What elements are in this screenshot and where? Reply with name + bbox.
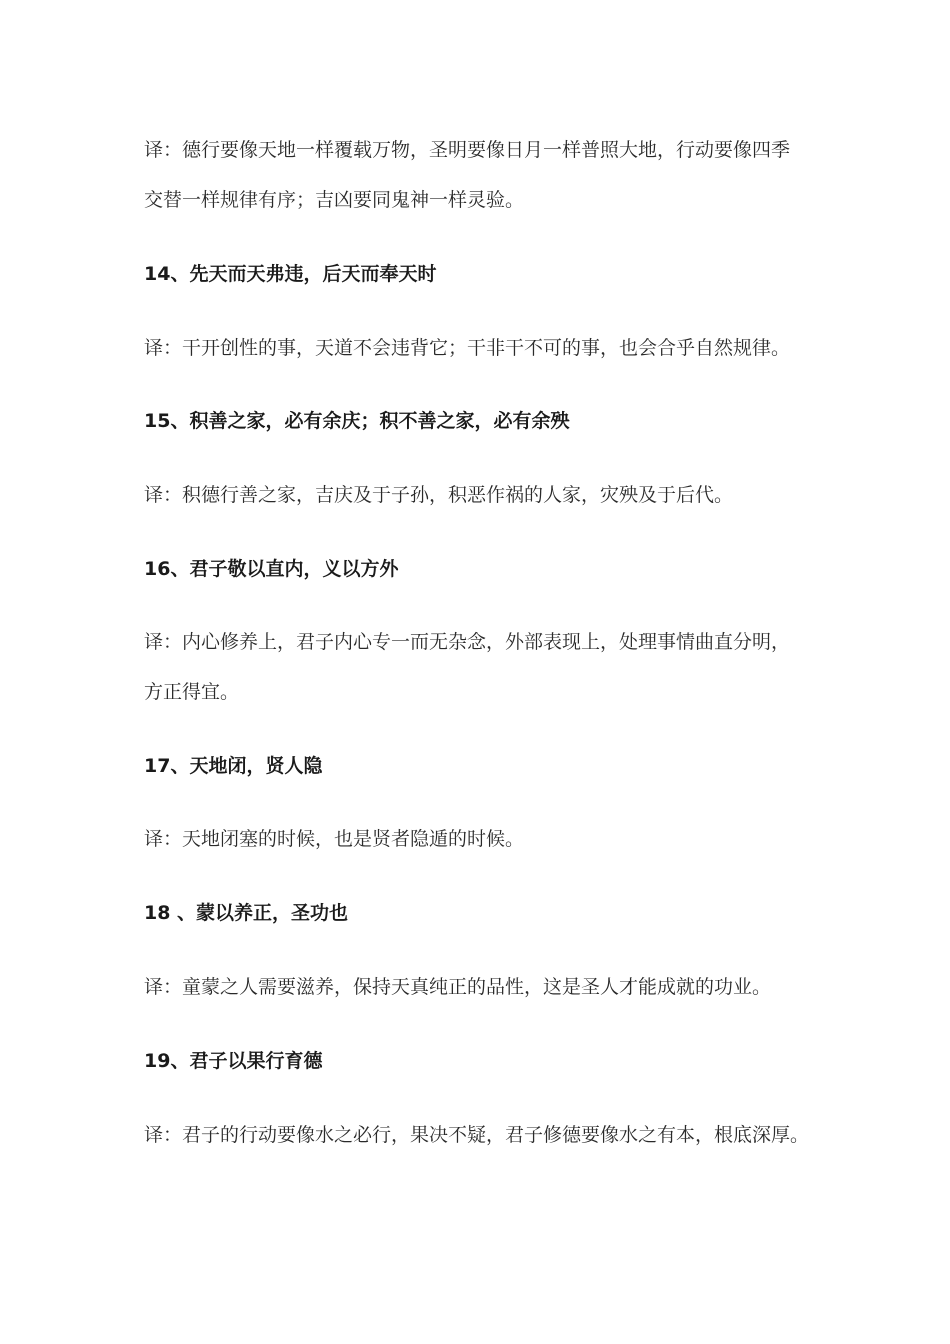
translation-16-line-1: 译：内心修养上，君子内心专一而无杂念，外部表现上，处理事情曲直分明， (144, 631, 791, 653)
heading-19: 19、君子以果行育德 (144, 1050, 323, 1072)
heading-16: 16、君子敬以直内，义以方外 (144, 558, 399, 580)
translation-13-line-2: 交替一样规律有序；吉凶要同鬼神一样灵验。 (144, 189, 525, 211)
heading-17: 17、天地闭，贤人隐 (144, 755, 323, 777)
heading-15: 15、积善之家，必有余庆；积不善之家，必有余殃 (144, 410, 570, 432)
heading-18: 18 、蒙以养正，圣功也 (144, 902, 349, 924)
translation-13-line-1: 译：德行要像天地一样覆载万物，圣明要像日月一样普照大地，行动要像四季 (144, 139, 791, 161)
translation-14: 译：干开创性的事，天道不会违背它；干非干不可的事，也会合乎自然规律。 (144, 337, 791, 359)
translation-16-line-2: 方正得宜。 (144, 681, 240, 703)
heading-14: 14、先天而天弗违，后天而奉天时 (144, 263, 437, 285)
translation-17: 译：天地闭塞的时候，也是贤者隐遁的时候。 (144, 828, 525, 850)
translation-15: 译：积德行善之家，吉庆及于子孙，积恶作祸的人家，灾殃及于后代。 (144, 484, 734, 506)
translation-18: 译：童蒙之人需要滋养，保持天真纯正的品性，这是圣人才能成就的功业。 (144, 976, 772, 998)
translation-19: 译：君子的行动要像水之必行，果决不疑，君子修德要像水之有本，根底深厚。 (144, 1124, 810, 1146)
